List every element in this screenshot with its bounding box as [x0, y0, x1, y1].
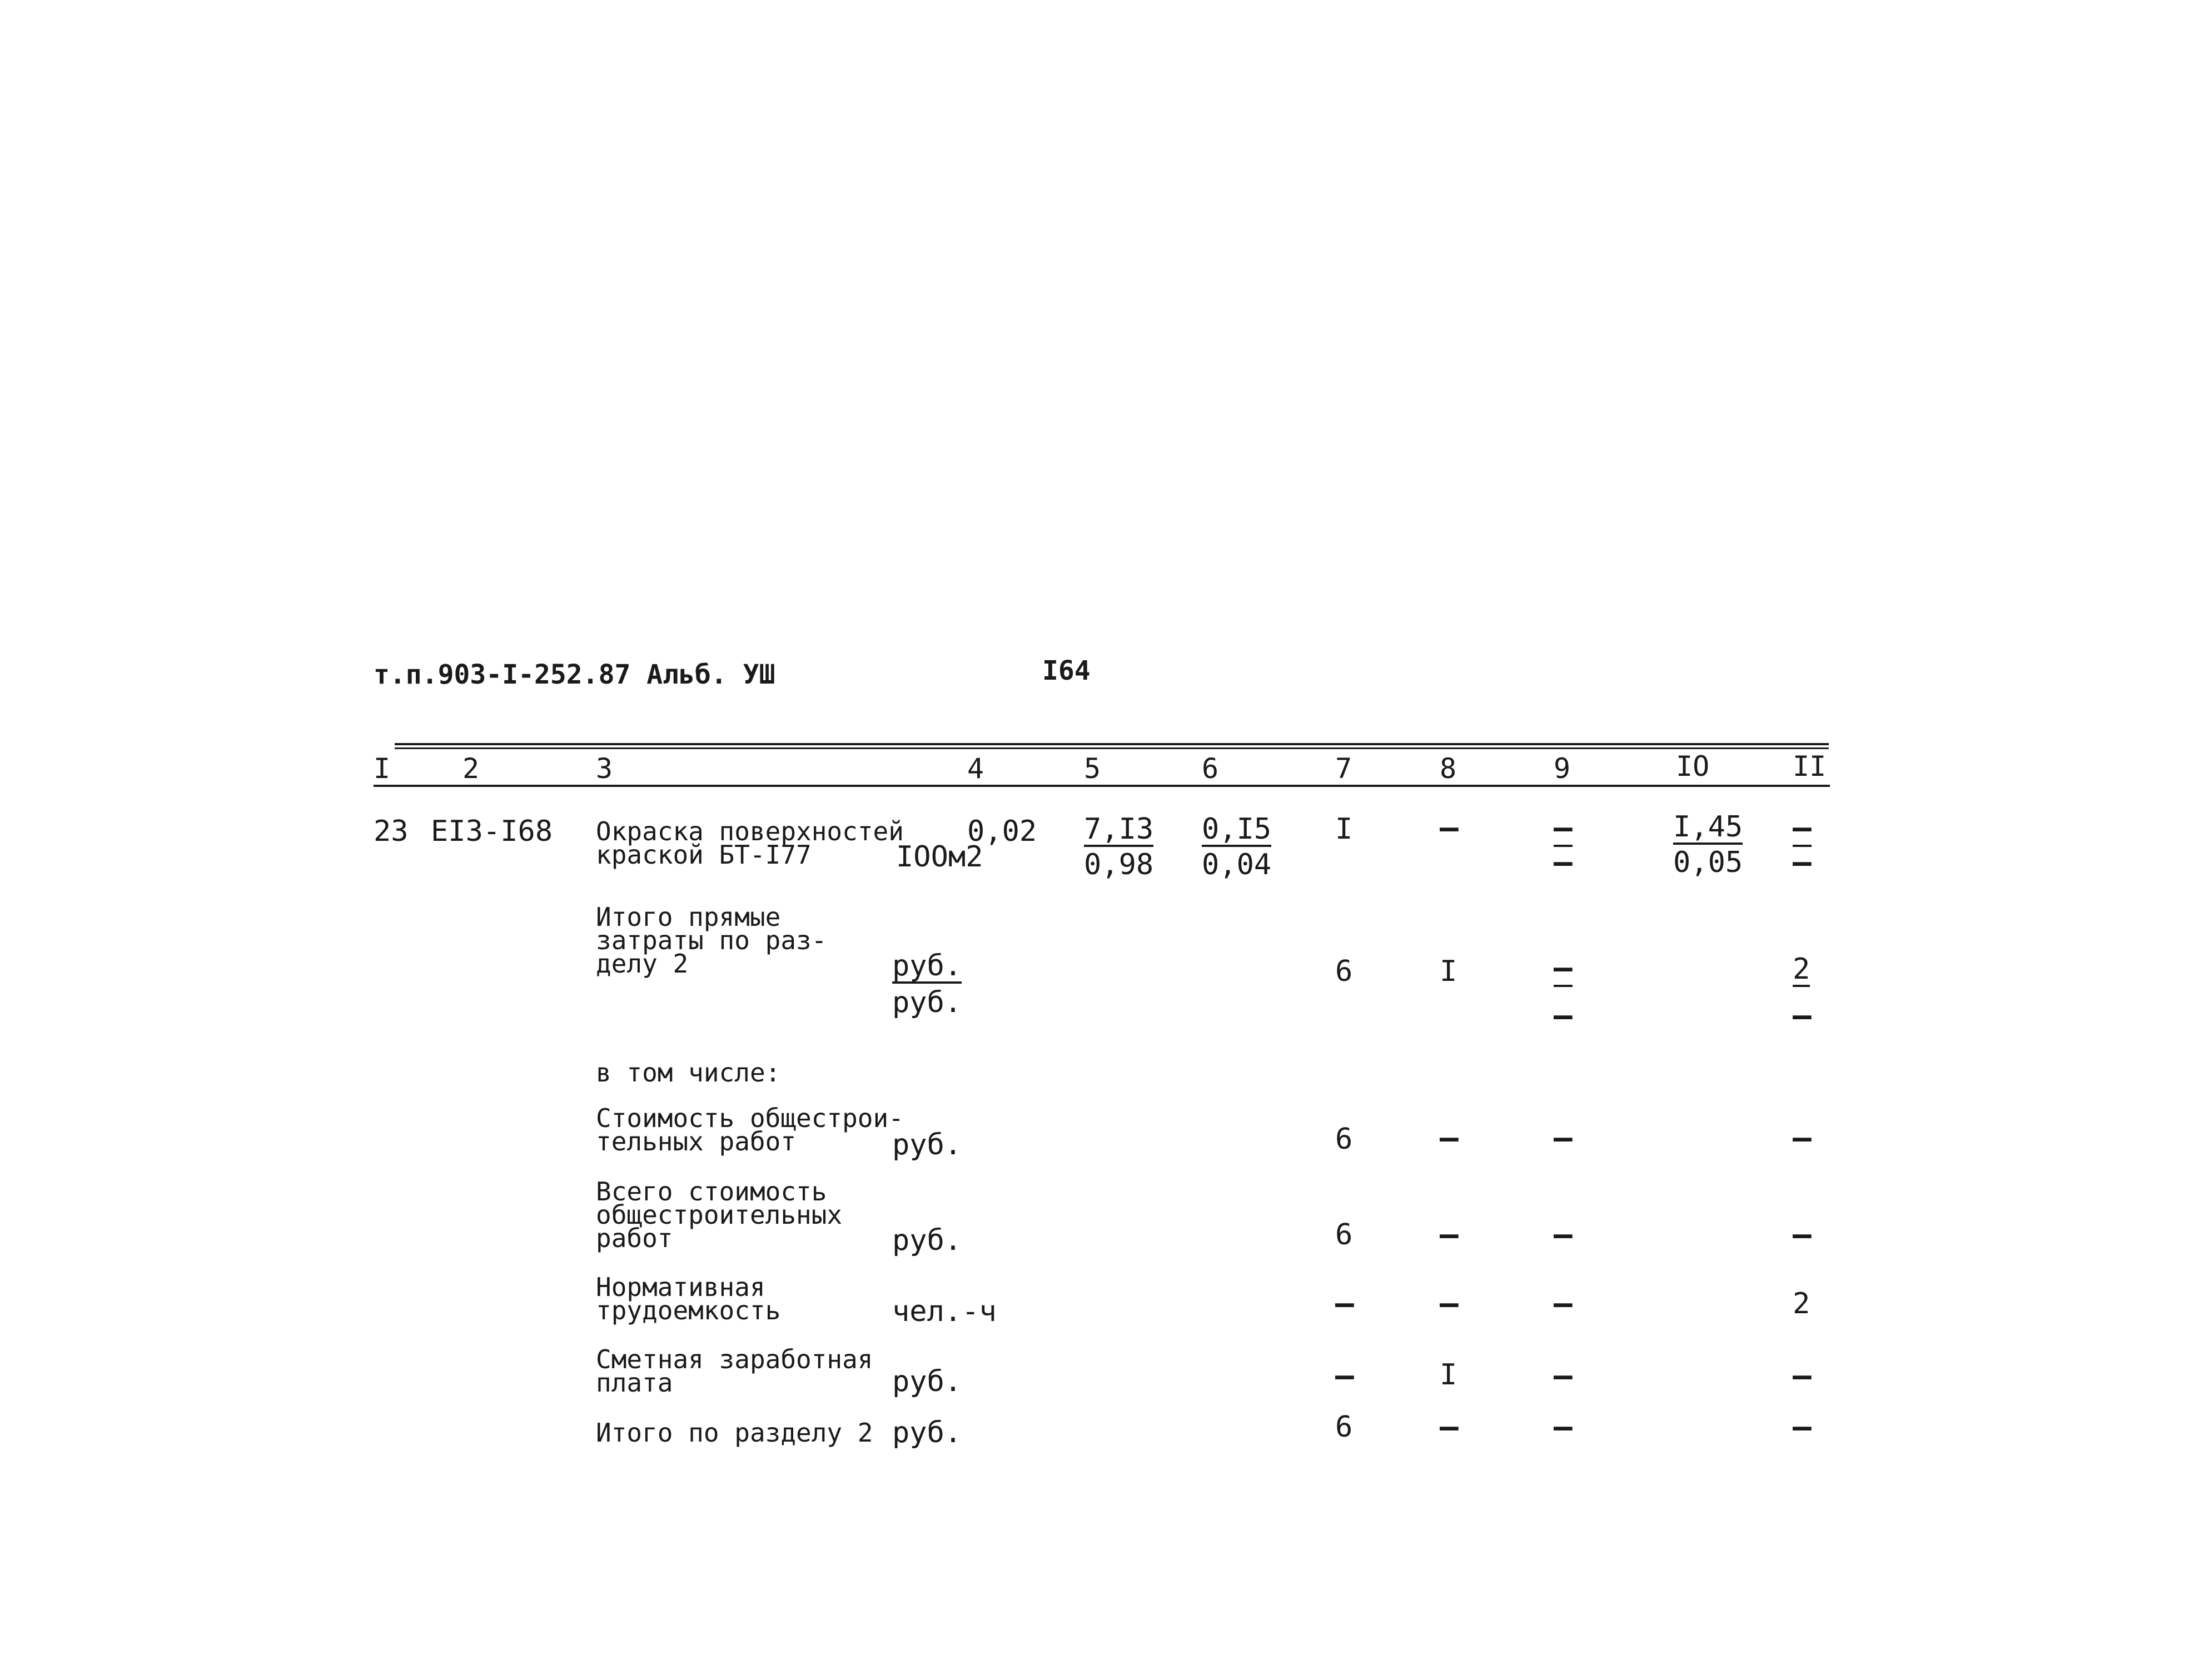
- labor-intensity-col8: –: [1440, 1285, 1459, 1322]
- col8-value: –: [1440, 810, 1459, 846]
- estimated-wages-unit: руб.: [892, 1365, 962, 1398]
- section-total-desc: Итого по разделу 2: [596, 1418, 873, 1448]
- general-works-col9: –: [1554, 1120, 1573, 1156]
- column-number-4: 4: [967, 752, 984, 785]
- column-number-10: IO: [1676, 750, 1710, 782]
- column-number-7: 7: [1335, 752, 1352, 785]
- total-direct-desc-line-2: затраты по раз-: [596, 925, 827, 955]
- col10-top: I,45: [1673, 810, 1743, 844]
- column-number-11: II: [1793, 750, 1827, 782]
- total-direct-col9-top: –: [1554, 950, 1573, 986]
- row-code: EI3-I68: [431, 815, 553, 848]
- table-top-rule-double: [395, 747, 1829, 749]
- col11-top: –: [1793, 810, 1812, 846]
- col5-top: 7,I3: [1084, 812, 1154, 846]
- labor-intensity-unit: чел.-ч: [892, 1295, 997, 1328]
- general-works-unit: руб.: [892, 1128, 962, 1161]
- col9-top: –: [1554, 810, 1573, 846]
- total-direct-col11-top: 2: [1793, 953, 1810, 986]
- column-header-rule: [374, 785, 1830, 787]
- estimated-wages-col7: –: [1335, 1358, 1354, 1394]
- col7-value: I: [1335, 812, 1353, 846]
- total-general-works-unit: руб.: [892, 1224, 962, 1257]
- estimated-wages-col11: –: [1793, 1358, 1812, 1394]
- section-total-unit: руб.: [892, 1416, 962, 1449]
- total-direct-col9-bottom: –: [1554, 998, 1573, 1034]
- page-number: I64: [1042, 655, 1091, 686]
- document-reference: т.п.903-I-252.87 Альб. УШ: [374, 659, 775, 690]
- total-direct-unit-bottom: руб.: [892, 986, 962, 1019]
- total-general-works-col9: –: [1554, 1217, 1573, 1253]
- total-direct-desc-line-1: Итого прямые: [596, 902, 781, 932]
- column-number-6: 6: [1202, 752, 1219, 785]
- col6-bottom: 0,04: [1202, 848, 1272, 881]
- section-total-col8: –: [1440, 1409, 1459, 1445]
- general-works-col7: 6: [1335, 1123, 1353, 1156]
- total-direct-col7: 6: [1335, 955, 1353, 988]
- labor-intensity-col9: –: [1554, 1285, 1573, 1322]
- column-number-3: 3: [596, 752, 613, 785]
- col5-bottom: 0,98: [1084, 848, 1154, 881]
- col6-top: 0,I5: [1202, 812, 1272, 846]
- col11-bottom: –: [1793, 844, 1812, 880]
- labor-intensity-desc-line-1: Нормативная: [596, 1272, 765, 1302]
- total-general-works-desc-line-3: работ: [596, 1223, 673, 1253]
- labor-intensity-col11: 2: [1793, 1287, 1810, 1320]
- total-direct-col11-bottom: –: [1793, 998, 1812, 1034]
- row-number: 23: [374, 815, 409, 848]
- estimated-wages-col9: –: [1554, 1358, 1573, 1394]
- including-label: в том числе:: [596, 1058, 781, 1088]
- section-total-col7: 6: [1335, 1410, 1353, 1444]
- total-general-works-desc-line-1: Всего стоимость: [596, 1177, 827, 1207]
- column-number-8: 8: [1440, 752, 1457, 785]
- total-general-works-col11: –: [1793, 1217, 1812, 1253]
- column-number-5: 5: [1084, 752, 1101, 785]
- total-general-works-desc-line-2: общестроительных: [596, 1200, 843, 1230]
- row-description-line-2: краской БТ-I77: [596, 840, 812, 870]
- col10-bottom: 0,05: [1673, 846, 1743, 879]
- row-unit: IOOм2: [896, 840, 983, 874]
- total-direct-col8: I: [1440, 955, 1457, 988]
- estimated-wages-desc-line-2: плата: [596, 1368, 673, 1398]
- general-works-desc-line-2: тельных работ: [596, 1126, 797, 1156]
- general-works-col11: –: [1793, 1120, 1812, 1156]
- labor-intensity-desc-line-2: трудоемкость: [596, 1295, 781, 1325]
- section-total-col11: –: [1793, 1409, 1812, 1445]
- total-general-works-col7: 6: [1335, 1218, 1353, 1252]
- general-works-col8: –: [1440, 1120, 1459, 1156]
- estimated-wages-desc-line-1: Сметная заработная: [596, 1344, 873, 1374]
- row-quantity: 0,02: [967, 815, 1037, 848]
- table-top-rule: [395, 743, 1829, 745]
- column-number-2: 2: [462, 752, 480, 785]
- column-number-1: I: [374, 752, 391, 785]
- general-works-desc-line-1: Стоимость общестрои-: [596, 1103, 904, 1133]
- labor-intensity-col7: –: [1335, 1285, 1354, 1322]
- total-general-works-col8: –: [1440, 1217, 1459, 1253]
- total-direct-desc-line-3: делу 2: [596, 949, 689, 979]
- row-description-line-1: Окраска поверхностей: [596, 816, 904, 846]
- total-direct-unit-top: руб.: [892, 949, 962, 983]
- col9-bottom: –: [1554, 844, 1573, 880]
- section-total-col9: –: [1554, 1409, 1573, 1445]
- column-number-9: 9: [1554, 752, 1571, 785]
- estimated-wages-col8: I: [1440, 1358, 1457, 1392]
